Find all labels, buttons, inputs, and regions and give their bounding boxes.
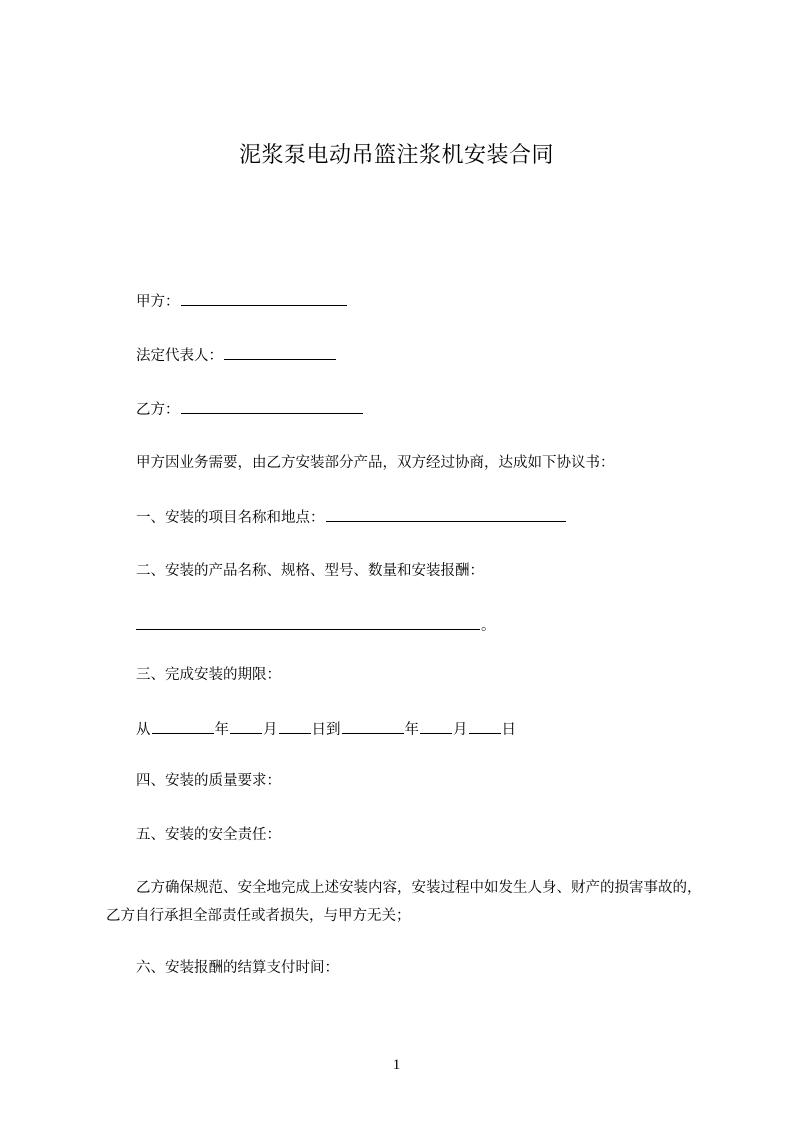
intro-text: 甲方因业务需要，由乙方安装部分产品，双方经过协商，达成如下协议书： xyxy=(136,455,615,471)
clause-4-line xyxy=(136,771,281,791)
start-day-blank xyxy=(279,719,311,734)
party-a-label: 甲方： xyxy=(136,294,180,310)
clause-2-end-mark: 。 xyxy=(481,618,496,634)
clause-3-line xyxy=(136,665,281,685)
clause-2-heading: 二、安装的产品名称、规格、型号、数量和安装报酬： xyxy=(136,563,484,579)
party-b-line xyxy=(136,399,364,420)
party-a-line xyxy=(136,291,348,312)
legal-rep-line xyxy=(136,345,337,366)
project-location-blank xyxy=(326,507,566,522)
end-year-blank xyxy=(342,719,404,734)
start-year-text: 年 xyxy=(214,722,229,738)
clause-2-line xyxy=(136,561,484,581)
end-year-text: 年 xyxy=(404,722,419,738)
product-details-blank xyxy=(136,615,480,630)
day-to-text: 日到 xyxy=(311,722,341,738)
date-range-line xyxy=(136,719,516,740)
clause-4-heading: 四、安装的质量要求： xyxy=(136,773,281,789)
clause-1-line xyxy=(136,507,567,528)
clause-5-body: 乙方确保规范、安全地完成上述安装内容，安装过程中如发生人身、财产的损害事故的，乙方自行承担全部责任或者损失，与甲方无关； xyxy=(106,880,702,924)
start-month-blank xyxy=(230,719,262,734)
clause-2-fill-line xyxy=(136,615,496,636)
legal-rep-blank xyxy=(224,345,336,360)
end-month-blank xyxy=(420,719,452,734)
end-day-text: 日 xyxy=(501,722,516,738)
end-day-blank xyxy=(469,719,501,734)
party-a-blank xyxy=(181,291,347,306)
date-from-text: 从 xyxy=(136,722,151,738)
clause-6-line xyxy=(136,958,339,978)
clause-5-line xyxy=(136,825,281,845)
clause-6-heading: 六、安装报酬的结算支付时间： xyxy=(136,960,339,976)
document-title: 泥浆泵电动吊篮注浆机安装合同 xyxy=(238,143,554,168)
party-b-label: 乙方： xyxy=(136,402,180,418)
clause-3-heading: 三、完成安装的期限： xyxy=(136,667,281,683)
clause-5-heading: 五、安装的安全责任： xyxy=(136,827,281,843)
end-month-text: 月 xyxy=(453,722,468,738)
page-number: 1 xyxy=(392,1057,401,1073)
intro-line xyxy=(136,453,615,473)
party-b-blank xyxy=(181,399,363,414)
clause-1-heading: 一、安装的项目名称和地点： xyxy=(136,510,325,526)
legal-rep-label: 法定代表人： xyxy=(136,348,223,364)
start-year-blank xyxy=(152,719,214,734)
start-month-text: 月 xyxy=(263,722,278,738)
